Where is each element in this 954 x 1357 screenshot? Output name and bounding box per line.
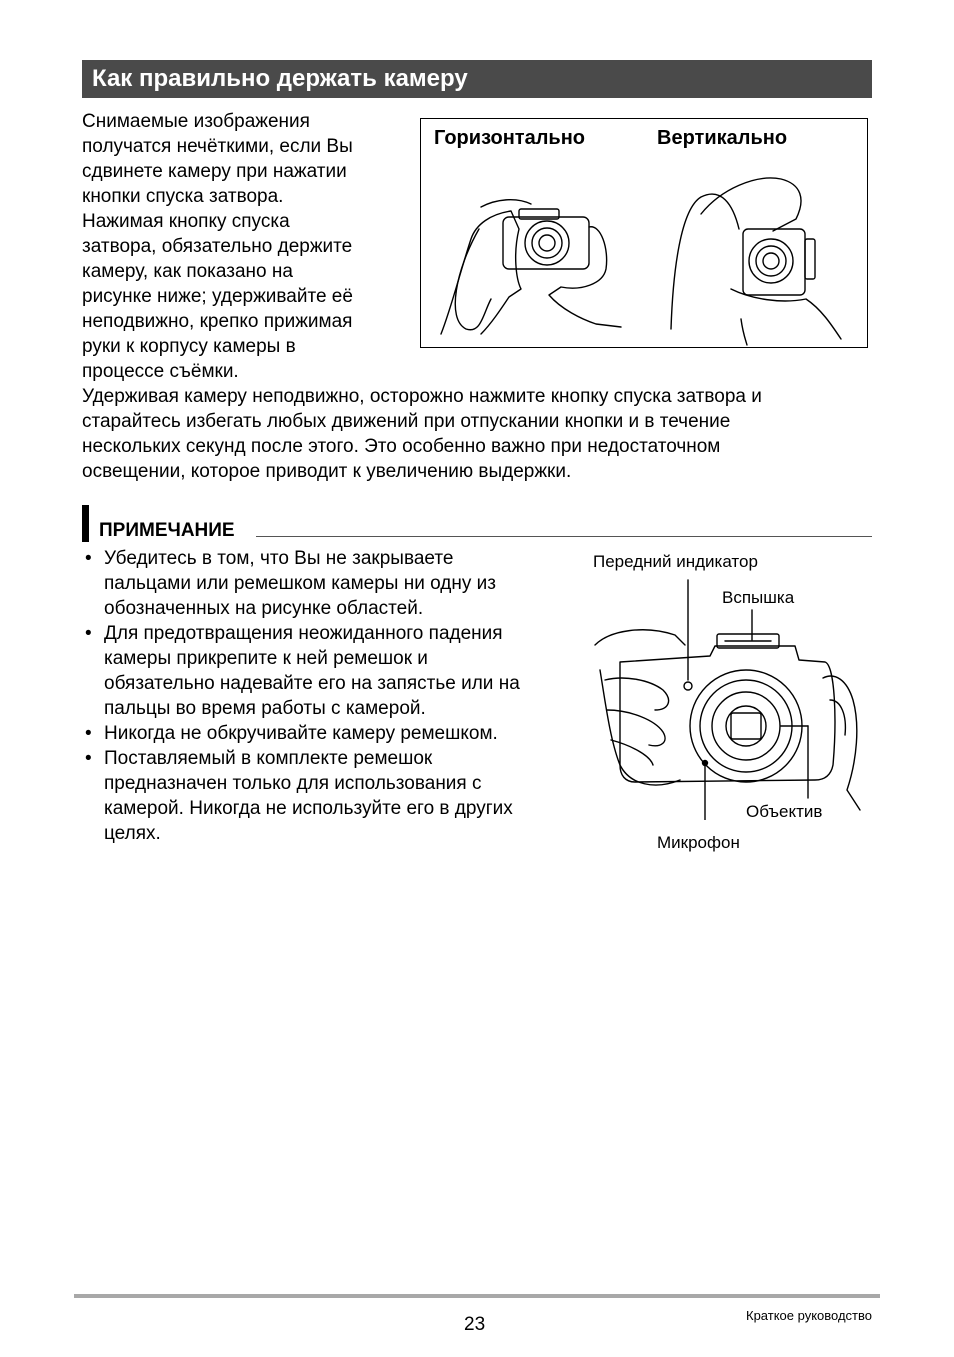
list-item — [82, 546, 572, 621]
guide-title: Краткое руководство — [746, 1308, 872, 1323]
list-item — [82, 621, 572, 721]
note-line: Никогда не обкручивайте камеру ремешком. — [104, 723, 498, 744]
intro-line: руки к корпусу камеры в — [82, 336, 296, 357]
note-line: Поставляемый в комплекте ремешок — [104, 748, 433, 769]
horizontal-label: Горизонтально — [434, 127, 586, 149]
list-item — [82, 746, 572, 846]
intro-line: рисунке ниже; удерживайте её — [82, 286, 353, 307]
note-list — [82, 546, 572, 846]
intro-line: затвора, обязательно держите — [82, 236, 353, 257]
intro-line: процессе съёмки. — [82, 361, 239, 382]
paragraph-line: старайтесь избегать любых движений при отпускании кнопки и в течение — [82, 411, 731, 432]
flash-label: Вспышка — [722, 588, 795, 607]
note-line: предназначен только для использования с — [104, 773, 482, 794]
paragraph-line: освещении, которое приводит к увеличению выдержки. — [82, 461, 572, 482]
section-title: Как правильно держать камеру — [82, 60, 872, 98]
footer-divider — [74, 1294, 880, 1298]
note-line: Убедитесь в том, что Вы не закрываете — [104, 548, 454, 569]
intro-line: кнопки спуска затвора. — [82, 186, 284, 207]
main-paragraph — [82, 384, 872, 484]
note-line: камеры прикрепите к ней ремешок и — [104, 648, 428, 669]
note-line: Для предотвращения неожиданного падения — [104, 623, 503, 644]
intro-text — [82, 109, 402, 384]
note-title: ПРИМЕЧАНИЕ — [99, 520, 235, 541]
note-line: обозначенных на рисунке областей. — [104, 598, 424, 619]
note-marker — [82, 505, 89, 542]
front-indicator-label: Передний индикатор — [593, 552, 758, 571]
note-line: пальцы во время работы с камерой. — [104, 698, 426, 719]
lens-label: Объектив — [746, 802, 823, 821]
intro-line: Снимаемые изображения — [82, 111, 310, 132]
list-item — [82, 721, 572, 746]
microphone-label: Микрофон — [657, 833, 740, 852]
intro-line: неподвижно, крепко прижимая — [82, 311, 353, 332]
note-line: обязательно надевайте его на запястье или на — [104, 673, 520, 694]
intro-line: получатся нечёткими, если Вы — [82, 136, 353, 157]
intro-line: камеру, как показано на — [82, 261, 293, 282]
note-line: камерой. Никогда не используйте его в других — [104, 798, 513, 819]
page-number: 23 — [464, 1314, 486, 1335]
paragraph-line: Удерживая камеру неподвижно, осторожно нажмите кнопку спуска затвора и — [82, 386, 762, 407]
intro-line: Нажимая кнопку спуска — [82, 211, 290, 232]
note-line: пальцами или ремешком камеры ни одну из — [104, 573, 496, 594]
vertical-label: Вертикально — [657, 127, 788, 149]
note-divider — [256, 536, 872, 537]
intro-line: сдвинете камеру при нажатии — [82, 161, 347, 182]
holding-figure — [420, 118, 868, 348]
holding-illustration — [421, 119, 867, 347]
paragraph-line: нескольких секунд после этого. Это особенно важно при недостаточном — [82, 436, 721, 457]
note-line: целях. — [104, 823, 161, 844]
